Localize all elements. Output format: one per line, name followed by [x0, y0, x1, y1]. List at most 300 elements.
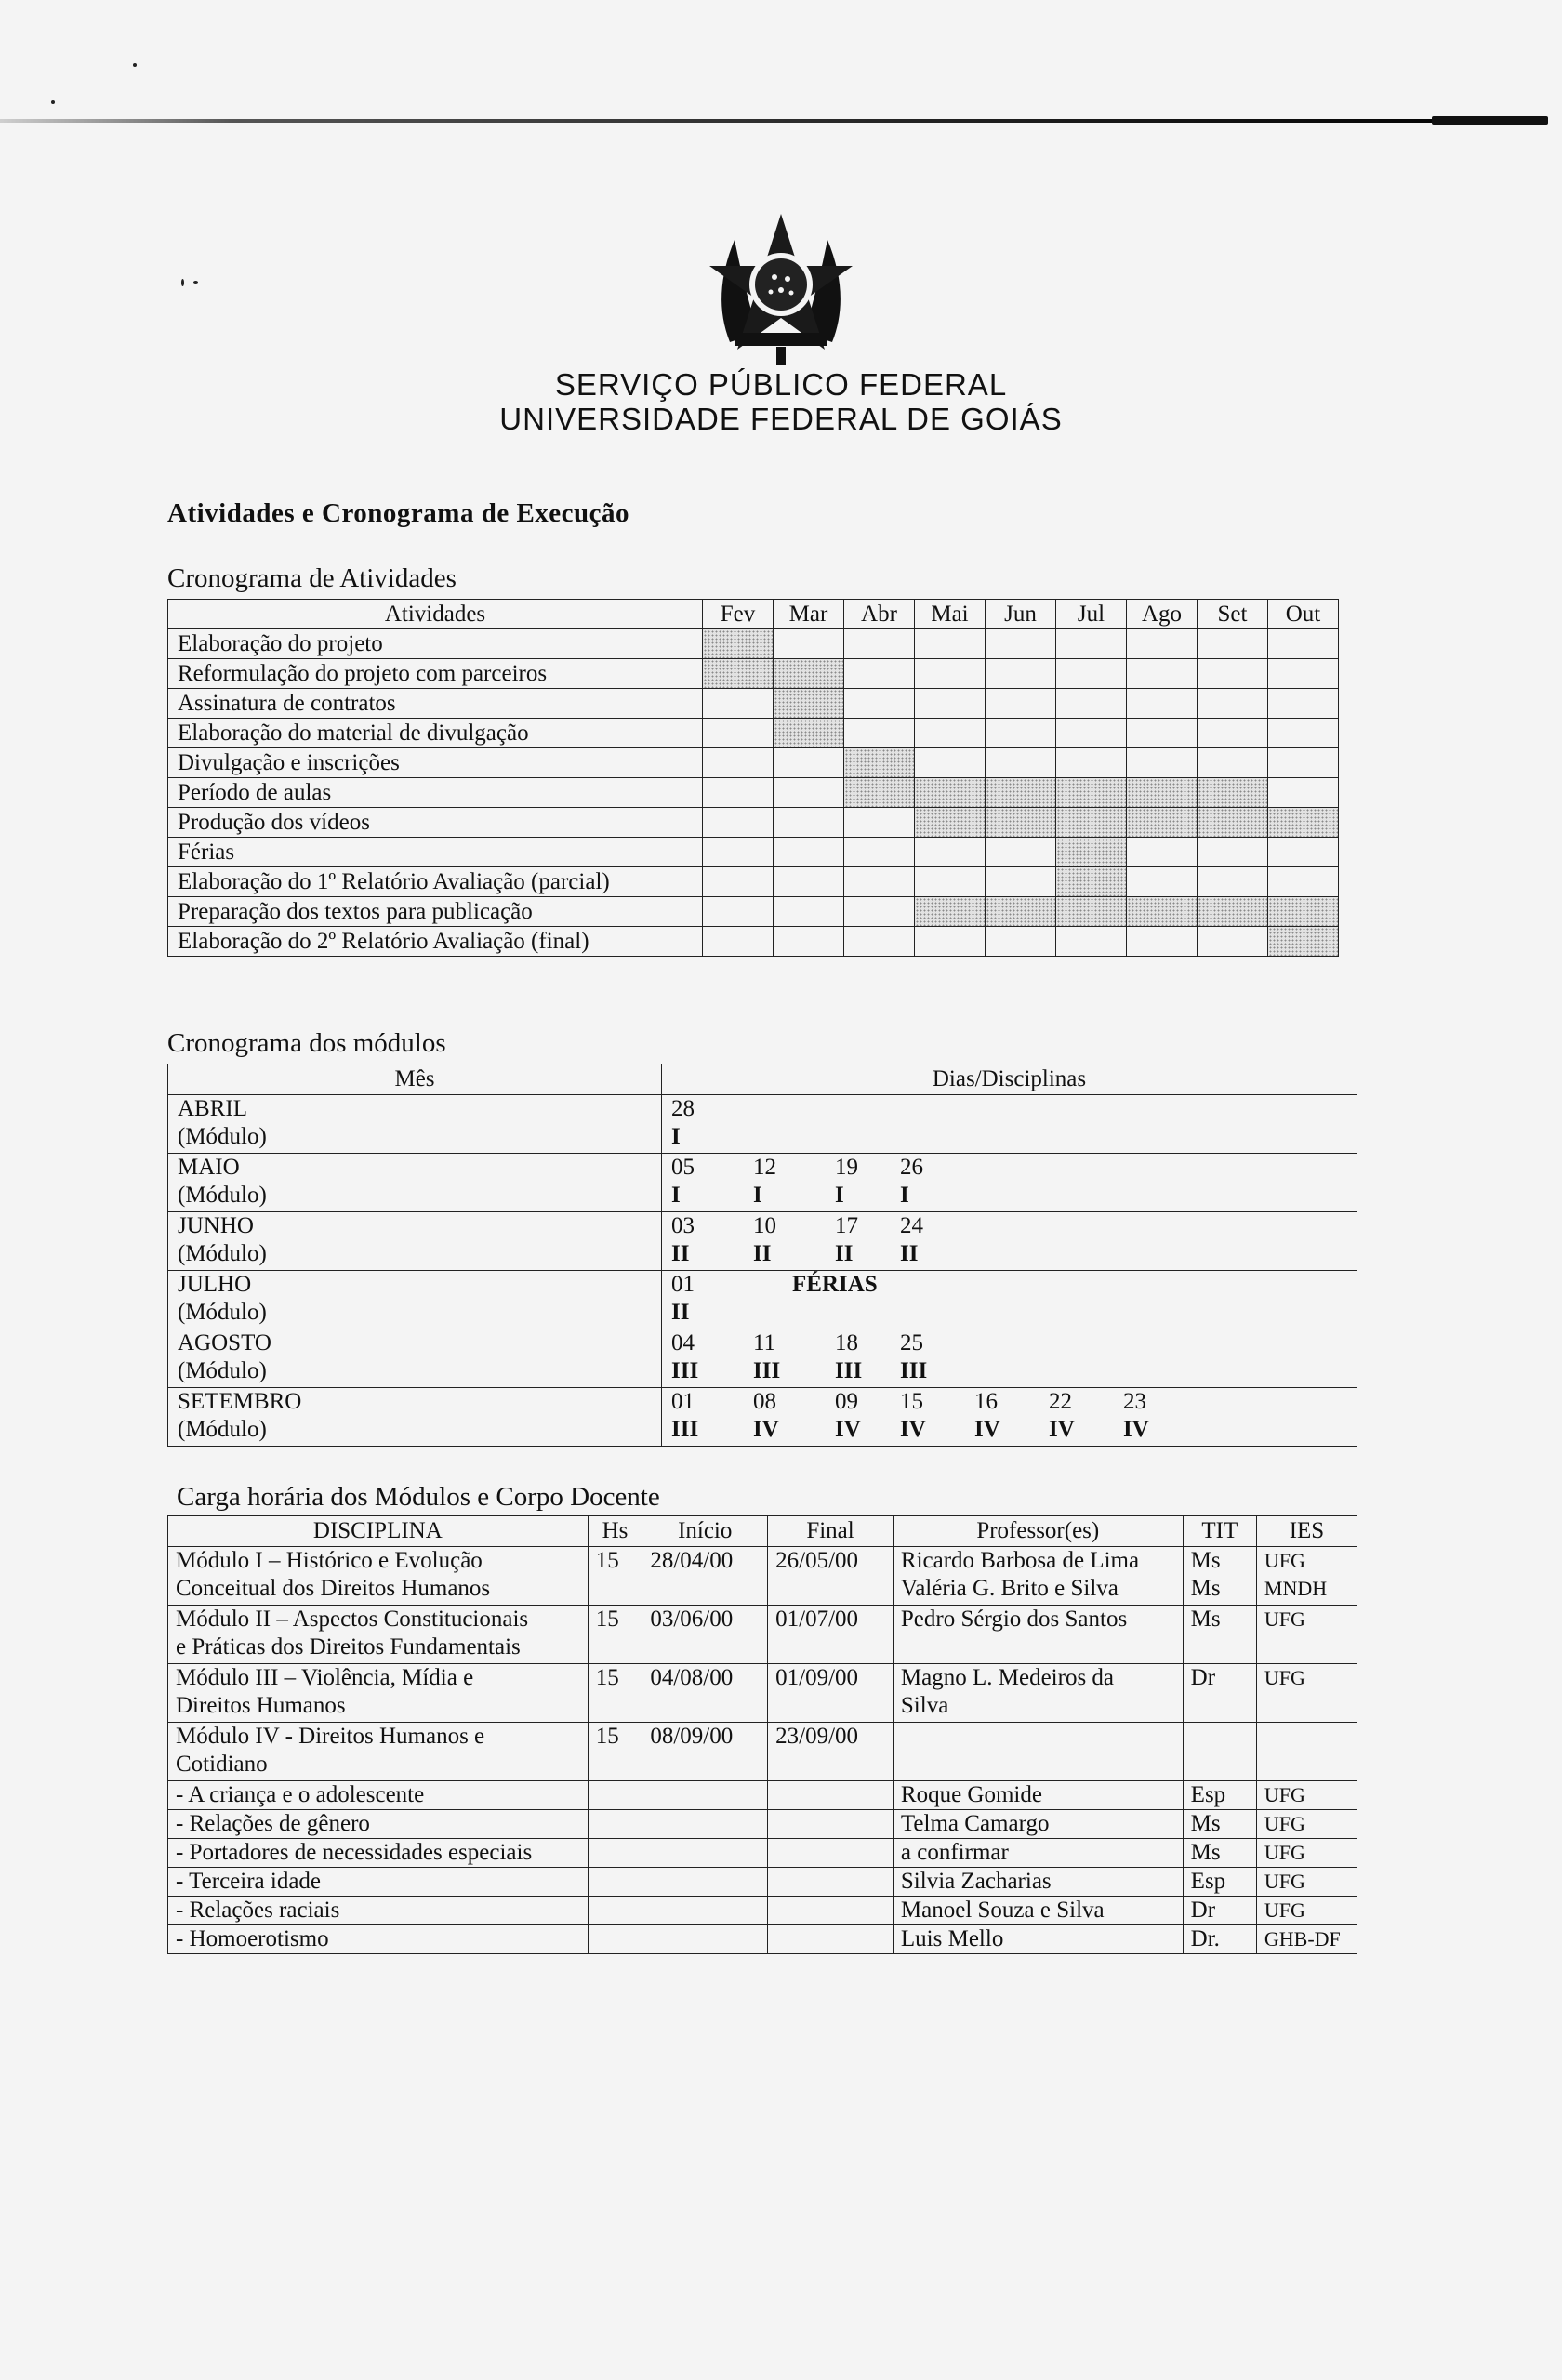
schedule-cell [844, 719, 915, 748]
professor-cell [893, 1810, 1183, 1839]
inicio-cell [642, 1868, 768, 1897]
schedule-cell-active [1268, 927, 1339, 957]
tit-cell-line: Ms [1190, 1606, 1221, 1632]
disciplina-cell-line: - Relações raciais [176, 1897, 340, 1923]
modulos-col-dias: Dias/Disciplinas [662, 1064, 1357, 1095]
month-header: Ago [1127, 600, 1198, 629]
modulo-days-cell [662, 1095, 1357, 1154]
carga-row [168, 1781, 1357, 1810]
modulos-caption: Cronograma dos módulos [167, 1028, 446, 1058]
scan-speck [193, 281, 198, 284]
atividades-caption: Cronograma de Atividades [167, 563, 457, 593]
schedule-cell [844, 867, 915, 897]
tit-cell-line: Dr [1190, 1665, 1216, 1690]
schedule-cell-active [844, 748, 915, 778]
professor-cell [893, 1781, 1183, 1810]
disciplina-cell [168, 1897, 589, 1925]
ies-cell-line: UFG [1264, 1607, 1305, 1631]
schedule-cell-active [915, 897, 986, 927]
schedule-cell [1268, 778, 1339, 808]
schedule-cell [844, 659, 915, 689]
day-number: 17 [835, 1213, 858, 1238]
professor-cell [893, 1723, 1183, 1781]
month-header: Set [1198, 600, 1268, 629]
schedule-cell [986, 748, 1056, 778]
carga-row [168, 1839, 1357, 1868]
inicio-cell: 03/06/00 [642, 1606, 768, 1664]
professor-cell-line: Roque Gomide [900, 1782, 1042, 1807]
days-line [671, 1388, 1357, 1416]
carga-row [168, 1723, 1357, 1781]
activity-label: Período de aulas [168, 778, 703, 808]
schedule-cell [703, 838, 774, 867]
modulos-col-mes: Mês [168, 1064, 662, 1095]
disciplina-cell-line: Conceitual dos Direitos Humanos [176, 1576, 491, 1601]
tit-cell-line: Dr [1190, 1897, 1216, 1923]
month-sub: (Módulo) [178, 1183, 267, 1208]
schedule-cell [915, 867, 986, 897]
schedule-cell [1198, 719, 1268, 748]
modulo-row [168, 1388, 1357, 1447]
carga-header-row [168, 1516, 1357, 1547]
month-header: Mai [915, 600, 986, 629]
hs-cell [588, 1897, 642, 1925]
activity-label: Férias [168, 838, 703, 867]
schedule-cell [703, 689, 774, 719]
ies-cell [1256, 1664, 1357, 1723]
carga-col-hs: Hs [588, 1516, 642, 1547]
day-number: 18 [835, 1330, 858, 1355]
module-roman: IV [974, 1417, 1000, 1442]
inicio-cell: 08/09/00 [642, 1723, 768, 1781]
schedule-cell [774, 838, 844, 867]
schedule-cell [986, 689, 1056, 719]
module-roman: I [671, 1183, 681, 1208]
modules-line [671, 1416, 1357, 1444]
schedule-cell [986, 629, 1056, 659]
carga-col-tit: TIT [1183, 1516, 1256, 1547]
ies-cell [1256, 1781, 1357, 1810]
final-cell [768, 1810, 894, 1839]
modules-line [671, 1240, 1357, 1268]
days-line [671, 1095, 1357, 1123]
disciplina-cell-line: Cotidiano [176, 1752, 268, 1777]
carga-row [168, 1897, 1357, 1925]
inicio-cell: 28/04/00 [642, 1547, 768, 1606]
day-number: 08 [753, 1389, 776, 1414]
schedule-cell [1268, 719, 1339, 748]
schedule-cell [774, 778, 844, 808]
ies-cell-line: UFG [1264, 1812, 1305, 1835]
modulo-month-cell [168, 1388, 662, 1447]
modulo-row [168, 1329, 1357, 1388]
activity-row [168, 629, 1339, 659]
scan-speck [51, 100, 55, 104]
month-sub: (Módulo) [178, 1417, 267, 1442]
carga-row [168, 1810, 1357, 1839]
professor-cell [893, 1606, 1183, 1664]
modulo-days-cell [662, 1329, 1357, 1388]
schedule-cell-active [1268, 808, 1339, 838]
tit-cell [1183, 1868, 1256, 1897]
activity-row [168, 659, 1339, 689]
schedule-cell [703, 778, 774, 808]
tit-cell [1183, 1664, 1256, 1723]
tit-cell-line: Dr. [1190, 1926, 1220, 1951]
disciplina-cell-line: Módulo III – Violência, Mídia e [176, 1665, 474, 1690]
month-name: ABRIL [178, 1096, 247, 1121]
schedule-cell [1127, 927, 1198, 957]
schedule-cell [1268, 629, 1339, 659]
disciplina-cell-line: Módulo IV - Direitos Humanos e [176, 1724, 485, 1749]
final-cell [768, 1839, 894, 1868]
schedule-cell [1127, 719, 1198, 748]
activity-label: Elaboração do projeto [168, 629, 703, 659]
ies-cell [1256, 1839, 1357, 1868]
inicio-cell [642, 1839, 768, 1868]
month-name: AGOSTO [178, 1330, 271, 1355]
schedule-cell [1198, 748, 1268, 778]
carga-col-ies: IES [1256, 1516, 1357, 1547]
final-cell: 01/07/00 [768, 1606, 894, 1664]
atividades-column-header: Atividades [168, 600, 703, 629]
schedule-cell [986, 867, 1056, 897]
final-cell: 26/05/00 [768, 1547, 894, 1606]
professor-cell [893, 1839, 1183, 1868]
carga-col-professor: Professor(es) [893, 1516, 1183, 1547]
ies-cell-line: UFG [1264, 1666, 1305, 1689]
schedule-cell [1127, 689, 1198, 719]
schedule-cell [844, 897, 915, 927]
schedule-cell [1127, 867, 1198, 897]
schedule-cell [703, 897, 774, 927]
schedule-cell [1268, 748, 1339, 778]
disciplina-cell-line: - Homoerotismo [176, 1926, 329, 1951]
modules-line [671, 1357, 1357, 1385]
professor-cell-line: Silvia Zacharias [900, 1869, 1052, 1894]
day-number: 05 [671, 1155, 695, 1180]
schedule-cell-active [703, 659, 774, 689]
schedule-cell [1268, 838, 1339, 867]
hs-cell [588, 1839, 642, 1868]
schedule-cell [1056, 748, 1127, 778]
schedule-cell [1268, 659, 1339, 689]
schedule-cell [1198, 867, 1268, 897]
ferias-label: FÉRIAS [792, 1272, 878, 1297]
activity-row [168, 719, 1339, 748]
month-name: MAIO [178, 1155, 240, 1180]
month-header: Fev [703, 600, 774, 629]
disciplina-cell-line: Direitos Humanos [176, 1693, 346, 1718]
modulo-month-cell [168, 1271, 662, 1329]
disciplina-cell-line: - Portadores de necessidades especiais [176, 1840, 533, 1865]
disciplina-cell [168, 1868, 589, 1897]
schedule-cell [1127, 659, 1198, 689]
month-header: Abr [844, 600, 915, 629]
professor-cell-line: Valéria G. Brito e Silva [900, 1576, 1119, 1601]
modules-line [671, 1182, 1357, 1210]
schedule-cell [1268, 689, 1339, 719]
ies-cell [1256, 1925, 1357, 1954]
disciplina-cell-line: e Práticas dos Direitos Fundamentais [176, 1634, 521, 1659]
professor-cell [893, 1547, 1183, 1606]
schedule-cell-active [1198, 897, 1268, 927]
schedule-cell-active [844, 778, 915, 808]
schedule-cell [915, 927, 986, 957]
module-roman: II [671, 1300, 690, 1325]
schedule-cell [1056, 689, 1127, 719]
schedule-cell [774, 867, 844, 897]
schedule-cell-active [915, 808, 986, 838]
schedule-cell-active [1056, 808, 1127, 838]
month-header: Jun [986, 600, 1056, 629]
day-number: 03 [671, 1213, 695, 1238]
schedule-cell [1056, 719, 1127, 748]
module-roman: IV [753, 1417, 779, 1442]
hs-cell: 15 [588, 1547, 642, 1606]
schedule-cell-active [703, 629, 774, 659]
module-roman: III [671, 1358, 699, 1383]
modulo-days-cell [662, 1388, 1357, 1447]
disciplina-cell [168, 1723, 589, 1781]
tit-cell [1183, 1925, 1256, 1954]
ies-cell [1256, 1810, 1357, 1839]
schedule-cell-active [1056, 838, 1127, 867]
professor-cell-line: Pedro Sérgio dos Santos [900, 1606, 1128, 1632]
schedule-cell-active [1198, 808, 1268, 838]
hs-cell: 15 [588, 1723, 642, 1781]
month-sub: (Módulo) [178, 1300, 267, 1325]
final-cell [768, 1897, 894, 1925]
schedule-cell-active [1198, 778, 1268, 808]
tit-cell [1183, 1723, 1256, 1781]
disciplina-cell [168, 1664, 589, 1723]
month-name: JUNHO [178, 1213, 254, 1238]
inicio-cell: 04/08/00 [642, 1664, 768, 1723]
module-roman: II [753, 1241, 772, 1266]
schedule-cell [1127, 838, 1198, 867]
schedule-cell-active [986, 778, 1056, 808]
hs-cell [588, 1925, 642, 1954]
module-roman: III [900, 1358, 928, 1383]
schedule-cell [1127, 748, 1198, 778]
schedule-cell-active [1268, 897, 1339, 927]
days-line [671, 1329, 1357, 1357]
schedule-cell-active [774, 659, 844, 689]
module-roman: I [671, 1124, 681, 1149]
schedule-cell [703, 719, 774, 748]
professor-cell [893, 1925, 1183, 1954]
disciplina-cell-line: - Terceira idade [176, 1869, 322, 1894]
activity-label: Divulgação e inscrições [168, 748, 703, 778]
schedule-cell [1198, 838, 1268, 867]
schedule-cell [1056, 927, 1127, 957]
schedule-cell [1198, 659, 1268, 689]
hs-cell [588, 1868, 642, 1897]
day-number: 22 [1049, 1389, 1072, 1414]
tit-cell-line: Ms [1190, 1548, 1221, 1573]
day-number: 26 [900, 1155, 923, 1180]
modules-line [671, 1123, 1357, 1151]
module-roman: II [900, 1241, 919, 1266]
schedule-cell-active [986, 808, 1056, 838]
professor-cell [893, 1664, 1183, 1723]
disciplina-cell [168, 1839, 589, 1868]
schedule-cell [915, 659, 986, 689]
day-number: 19 [835, 1155, 858, 1180]
scan-speck [133, 63, 137, 67]
disciplina-cell [168, 1606, 589, 1664]
activity-row [168, 748, 1339, 778]
schedule-cell [844, 838, 915, 867]
schedule-cell-active [915, 778, 986, 808]
disciplina-cell-line: Módulo II – Aspectos Constitucionais [176, 1606, 529, 1632]
ies-cell-line: UFG [1264, 1870, 1305, 1893]
disciplina-cell-line: - A criança e o adolescente [176, 1782, 425, 1807]
module-roman: III [671, 1417, 699, 1442]
ies-cell-line: MNDH [1264, 1577, 1328, 1600]
day-number: 25 [900, 1330, 923, 1355]
module-roman: IV [1049, 1417, 1075, 1442]
modulos-table [167, 1064, 1357, 1447]
schedule-cell [915, 719, 986, 748]
schedule-cell [774, 808, 844, 838]
schedule-cell [774, 897, 844, 927]
ies-cell-line: UFG [1264, 1549, 1305, 1572]
month-header: Jul [1056, 600, 1127, 629]
atividades-header-row [168, 600, 1339, 629]
disciplina-cell [168, 1547, 589, 1606]
final-cell: 23/09/00 [768, 1723, 894, 1781]
modulo-month-cell [168, 1329, 662, 1388]
schedule-cell [1056, 629, 1127, 659]
schedule-cell [986, 838, 1056, 867]
schedule-cell [986, 719, 1056, 748]
schedule-cell [1268, 867, 1339, 897]
schedule-cell [844, 927, 915, 957]
top-rule [0, 119, 1548, 123]
carga-row [168, 1868, 1357, 1897]
day-number: 09 [835, 1389, 858, 1414]
carga-row [168, 1606, 1357, 1664]
professor-cell-line: Manoel Souza e Silva [900, 1897, 1105, 1923]
day-number: 28 [671, 1096, 695, 1121]
activity-row [168, 808, 1339, 838]
days-line [671, 1154, 1357, 1182]
schedule-cell [915, 629, 986, 659]
carga-table [167, 1515, 1357, 1954]
schedule-cell [774, 629, 844, 659]
schedule-cell [844, 629, 915, 659]
activity-label: Elaboração do 2º Relatório Avaliação (final) [168, 927, 703, 957]
schedule-cell [774, 748, 844, 778]
carga-row [168, 1547, 1357, 1606]
day-number: 15 [900, 1389, 923, 1414]
days-line [671, 1271, 1357, 1299]
ies-cell [1256, 1868, 1357, 1897]
tit-cell [1183, 1810, 1256, 1839]
schedule-cell [844, 689, 915, 719]
final-cell [768, 1781, 894, 1810]
day-number: 01 [671, 1272, 695, 1297]
ies-cell [1256, 1723, 1357, 1781]
inicio-cell [642, 1925, 768, 1954]
ies-cell [1256, 1897, 1357, 1925]
schedule-cell [986, 659, 1056, 689]
carga-row [168, 1664, 1357, 1723]
schedule-cell [915, 689, 986, 719]
disciplina-cell [168, 1781, 589, 1810]
professor-cell-line: a confirmar [900, 1840, 1009, 1865]
atividades-table [167, 599, 1339, 957]
schedule-cell [1127, 629, 1198, 659]
activity-label: Assinatura de contratos [168, 689, 703, 719]
module-roman: I [835, 1183, 844, 1208]
ies-cell-line: GHB-DF [1264, 1927, 1341, 1950]
module-roman: IV [900, 1417, 926, 1442]
modules-line [671, 1299, 1357, 1327]
tit-cell [1183, 1606, 1256, 1664]
inicio-cell [642, 1810, 768, 1839]
month-header: Out [1268, 600, 1339, 629]
modulo-days-cell [662, 1154, 1357, 1212]
modulo-month-cell [168, 1154, 662, 1212]
month-name: JULHO [178, 1272, 252, 1297]
day-number: 04 [671, 1330, 695, 1355]
day-number: 10 [753, 1213, 776, 1238]
disciplina-cell [168, 1810, 589, 1839]
schedule-cell [703, 748, 774, 778]
schedule-cell-active [1056, 778, 1127, 808]
professor-cell-line: Ricardo Barbosa de Lima [900, 1548, 1140, 1573]
activity-row [168, 689, 1339, 719]
ies-cell-line: UFG [1264, 1898, 1305, 1922]
activity-label: Reformulação do projeto com parceiros [168, 659, 703, 689]
carga-col-final: Final [768, 1516, 894, 1547]
tit-cell [1183, 1897, 1256, 1925]
hs-cell: 15 [588, 1664, 642, 1723]
modulo-row [168, 1271, 1357, 1329]
professor-cell-line: Magno L. Medeiros da [900, 1665, 1115, 1690]
activity-row [168, 897, 1339, 927]
month-sub: (Módulo) [178, 1241, 267, 1266]
schedule-cell-active [774, 689, 844, 719]
modulos-header-row [168, 1064, 1357, 1095]
schedule-cell-active [1127, 778, 1198, 808]
final-cell: 01/09/00 [768, 1664, 894, 1723]
tit-cell [1183, 1839, 1256, 1868]
module-roman: II [835, 1241, 854, 1266]
module-roman: II [671, 1241, 690, 1266]
final-cell [768, 1925, 894, 1954]
final-cell [768, 1868, 894, 1897]
disciplina-cell-line: - Relações de gênero [176, 1811, 370, 1836]
carga-caption: Carga horária dos Módulos e Corpo Docente [177, 1482, 660, 1512]
tit-cell-line: Ms [1190, 1840, 1221, 1865]
schedule-cell [1056, 659, 1127, 689]
tit-cell [1183, 1781, 1256, 1810]
ies-cell [1256, 1606, 1357, 1664]
hs-cell: 15 [588, 1606, 642, 1664]
activity-label: Elaboração do 1º Relatório Avaliação (parcial) [168, 867, 703, 897]
schedule-cell-active [1056, 897, 1127, 927]
day-number: 11 [753, 1330, 776, 1355]
modulo-month-cell [168, 1212, 662, 1271]
scan-speck [181, 279, 184, 286]
modulo-row [168, 1212, 1357, 1271]
activity-label: Produção dos vídeos [168, 808, 703, 838]
schedule-cell-active [774, 719, 844, 748]
